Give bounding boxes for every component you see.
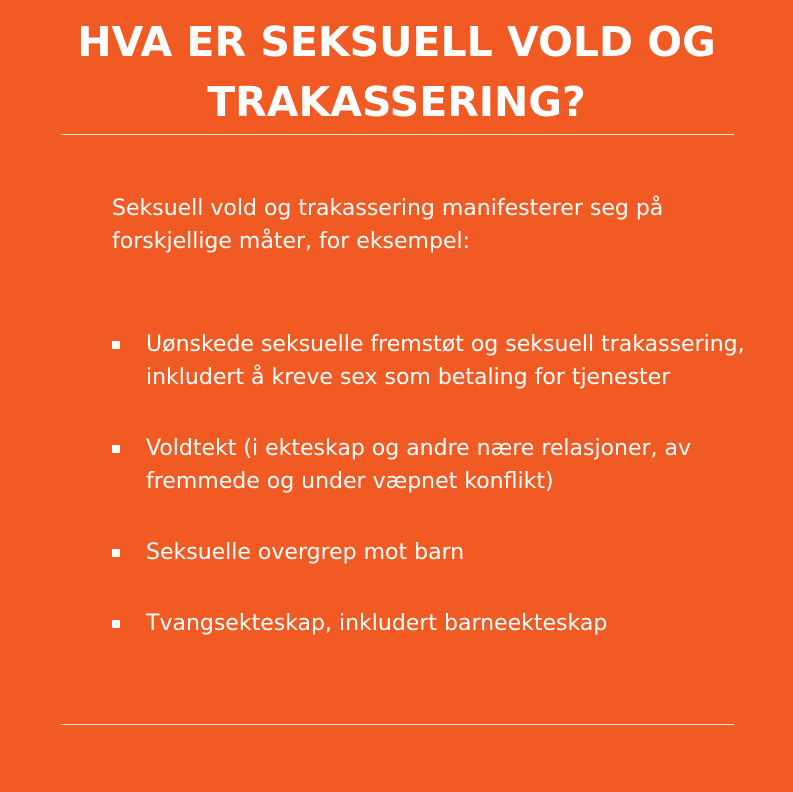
bullet-list [112,328,752,640]
list-item [112,607,752,640]
square-bullet-icon [112,620,120,628]
page-title: HVA ER SEKSUELL VOLD OG TRAKASSERING? [77,18,716,126]
divider-top [61,134,734,135]
divider-bottom [61,724,734,725]
list-item-text: Seksuelle overgrep mot barn [146,540,465,565]
intro-text: Seksuell vold og trakassering manifesterer seg på forskjellige måter, for eksempel: [112,196,664,254]
list-item-text: Uønskede seksuelle fremstøt og seksuell trakassering, inkludert å kreve sex som betaling for tjenester [146,332,745,390]
list-item-text: Voldtekt (i ekteskap og andre nære relasjoner, av fremmede og under væpnet konflikt) [146,436,692,494]
square-bullet-icon [112,549,120,557]
list-item [112,432,752,498]
square-bullet-icon [112,341,120,349]
list-item [112,328,752,394]
list-item [112,536,752,569]
square-bullet-icon [112,445,120,453]
list-item-text: Tvangsekteskap, inkludert barneekteskap [146,611,608,636]
